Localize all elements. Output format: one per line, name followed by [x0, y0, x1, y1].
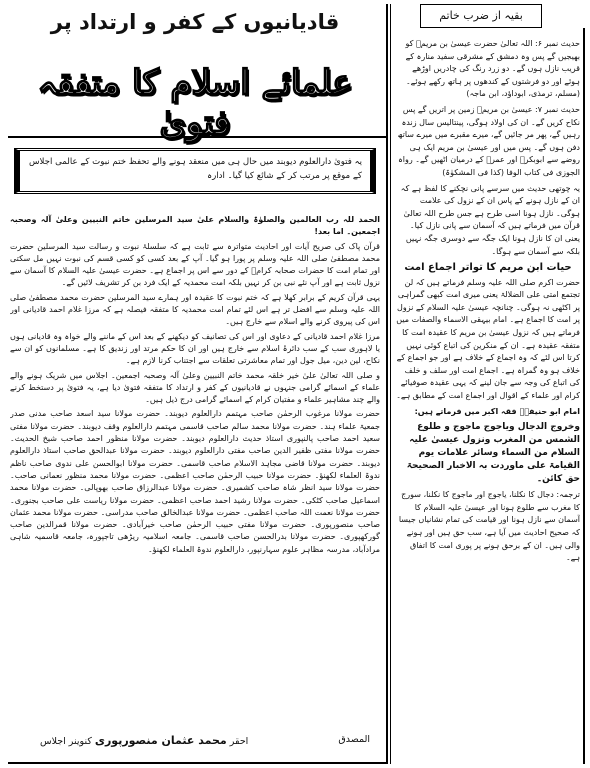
- hadith-6: حدیث نمبر ۶: اللہ تعالیٰ حضرت عیسیٰ بن مریمؑ کو بھیجیں گے پس وہ دمشق کے مشرقی سفید منارہ کے قریب نازل ہوں گے۔ دو زرد رنگ کی چادریں اوڑھے ہوئے اور دو فرشتوں کے کندھوں پر ہاتھ رکھے ہوئے۔ (مسلم، ترمذی، ابوداؤد، ابن ماجہ): [405, 39, 580, 99]
- bottom-rule: [8, 762, 386, 764]
- intro-box: یہ فتویٰ دارالعلوم دیوبند میں حال ہی میں منعقد ہونے والے تحفظ ختم نبوت کے عالمی اجلاس کے موقع پر مرتب کر کے شائع کیا گیا۔ ادارہ: [14, 148, 376, 194]
- right-border: [583, 28, 585, 764]
- right-column-body: [396, 38, 580, 762]
- translation: ترجمہ: دجال کا نکلنا، یاجوج اور ماجوج کا نکلنا، سورج کا مغرب سے طلوع ہونا اور عیسیٰ علیہ السلام کا آسمان سے نازل ہونا اور قیامت کی تمام نشانیاں جیسا کہ صحیح احادیث میں آیا ہے، سب حق ہیں اور ہونے والی ہیں۔ ان کے برحق ہونے پر پوری امت کا اتفاق ہے۔: [398, 490, 580, 563]
- column-divider-inner: [390, 4, 391, 764]
- signatory: [40, 734, 248, 747]
- imam-quote: وخروج الدجال ویاجوج ماجوج و طلوع الشمس من المغرب ونزول عیسیٰ علیہ السلام من السماء وسائر علامات یوم القیامۃ علی ماوردت بہ الاخبار الصحیحۃ حق کائن۔: [406, 422, 580, 485]
- body-paragraph: قرآن پاک کی صریح آیات اور احادیث متواترہ سے ثابت ہے کہ سلسلۂ نبوت و رسالت سید المرسلین حضرت محمد مصطفیٰ صلی اللہ علیہ وسلم پر پورا ہو گیا۔ آپ کے بعد کسی کو کسی قسم کی نبوت نہیں مل سکتی اور تمام امت کا حضرات صحابہ کرامؓ کے دور سے اس پر اجماع ہے۔ حضرت عیسیٰ علیہ السلام کا آسمان سے نزول ثابت ہے اور آپ نئے نبی بن کر نہیں بلکہ امت محمدیہ کے ایک فرد بن کر تشریف لائیں گے۔: [10, 241, 380, 288]
- fatwa-body: [10, 214, 380, 714]
- body-paragraph: حضرت مولانا مرغوب الرحمٰن صاحب مہتمم دارالعلوم دیوبند۔ حضرت مولانا سید اسعد صاحب مدنی صدر جمعیۃ علماء ہند۔ حضرت مولانا محمد سالم صاحب قاسمی مہتمم دارالعلوم وقف دیوبند۔ حضرت مولانا مفتی سعید احمد صاحب پالنپوری استاذ حدیث دارالعلوم دیوبند۔ حضرت مولانا منظور احمد صاحب شیخ الحدیث۔ حضرت مولانا مفتی ظفیر الدین صاحب مفتی دارالعلوم دیوبند۔ حضرت مولانا عبدالحق صاحب استاذ دارالعلوم دیوبند۔ حضرت مولانا قاضی مجاہد الاسلام صاحب قاسمی۔ حضرت مولانا ابوالحسن علی ندوی صاحب ناظم ندوۃ العلماء لکھنؤ۔ حضرت مولانا حبیب الرحمٰن صاحب اعظمی۔ حضرت مولانا محمد منظور نعمانی صاحب۔ حضرت مولانا سید انظر شاہ صاحب کشمیری۔ حضرت مولانا عبدالرزاق صاحب بھوپالی۔ حضرت مولانا محمد اسماعیل صاحب کٹکی۔ حضرت مولانا رشید احمد صاحب اعظمی۔ حضرت مولانا ریاست علی صاحب بجنوری۔ حضرت مولانا نعمت اللہ صاحب اعظمی۔ حضرت مولانا عبدالخالق صاحب مدراسی۔ حضرت مولانا محمد عثمان صاحب منصورپوری۔ حضرت مولانا مفتی حبیب الرحمٰن صاحب خیرآبادی۔ حضرت مولانا قمرالدین صاحب گورکھپوری۔ حضرت مولانا بدرالحسن صاحب قاسمی۔ جامعہ اسلامیہ ریڑھی تاجپورہ، جامعہ قاسمیہ شاہی مرادآباد، مدرسہ مظاہر علوم سہارنپور، دارالعلوم ندوۃ العلماء لکھنؤ۔: [10, 409, 380, 554]
- body-paragraph: الحمد للہ رب العالمین والصلوٰۃ والسلام علیٰ سید المرسلین خاتم النبیین وعلیٰ آلہ وصحبہ اجمعین۔ اما بعد!: [10, 215, 380, 237]
- headline-main: علمائے اسلام کا متفقہ فتویٰ: [37, 63, 353, 143]
- hadith-7: حدیث نمبر ۷: عیسیٰ بن مریمؑ زمین پر اتریں گے پس نکاح کریں گے۔ ان کی اولاد ہوگی، پینتالیس سال زندہ رہیں گے، پھر مر جائیں گے، میرے مقبرے میں میرے ساتھ دفن ہوں گے۔ پس میں اور عیسیٰ بن مریم ایک ہی روضے سے ابوبکرؓ اور عمرؓ کے درمیان اٹھیں گے۔ رواہ الجوزی فی کتاب الوفا (کذا فی المشکوٰۃ): [397, 104, 580, 177]
- imam-intro: امام ابو حنیفہؒ فقہ اکبر میں فرماتے ہیں:: [414, 406, 580, 416]
- signatory-name: محمد عثمان منصورپوری: [94, 734, 227, 747]
- headline-top: قادیانیوں کے کفر و ارتداد پر: [50, 10, 340, 34]
- signature-line: [40, 734, 370, 747]
- column-divider: [386, 4, 388, 764]
- section-title: حیات ابن مریم کا تواتر اجماع امت: [404, 262, 572, 274]
- body-paragraph: و صلی اللہ تعالیٰ علیٰ خیر خلقہ محمد خاتم النبیین وعلیٰ آلہ وصحبہ اجمعین۔ اجلاس میں شریک ہونے والے علماء کے اسمائے گرامی جنہوں نے قادیانیوں کے کفر و ارتداد کا متفقہ فتویٰ دیا ہے، یہ فتویٰ پر دستخط کرنے والے چند مشاہیر علماء و مفتیان کرام کے اسمائے گرامی درج ذیل ہیں۔: [10, 370, 380, 405]
- signatory-prefix: احقر: [229, 736, 249, 747]
- continuation-label: بقیہ از ضرب خاتم: [420, 4, 542, 28]
- section-body: حضرت اکرم صلی اللہ علیہ وسلم فرماتے ہیں کہ لن تجتمع امتی علی الضلالۃ یعنی میری امت کبھی گمراہی پر اکٹھی نہ ہوگی۔ چنانچہ عیسیٰ علیہ السلام کے نزول پر امت کا اجماع ہے۔ امام بیہقی الاسماء والصفات میں فرماتے ہیں کہ نزول عیسیٰ بن مریم کا عقیدہ امت کا متفقہ عقیدہ ہے۔ ان کے منکرین کی اتباع کوئی نہیں کرتا اس لئے کہ وہ اجماع کے خلاف ہے اور جو اجماع کے خلاف ہو وہ گمراہ ہے۔ اجماع امت اور سلف و خلف کی اتباع کی وجہ سے جان لینے کہ یہی عقیدہ صوفیائے کرام اور علماء کے اقوال اور اجماع امت کے مطابق ہے۔: [396, 277, 580, 401]
- body-paragraph: مرزا غلام احمد قادیانی کے دعاوی اور اس کی تصانیف کو دیکھنے کے بعد اس کے ماننے والے خواہ وہ قادیانی ہوں یا لاہوری سب کے سب دائرۂ اسلام سے خارج ہیں اور ان کا حکم مرتد اور زندیق کا ہے۔ مسلمانوں کو ان سے نکاح، لین دین، میل جول اور تمام معاشرتی تعلقات سے اجتناب کرنا لازم ہے۔: [10, 331, 380, 366]
- attestation-label: المصدق: [338, 734, 370, 745]
- body-paragraph: یہی قرآن کریم کے برابر کھلا ہے کہ ختم نبوت کا عقیدہ اور ہمارے سید المرسلین حضرت محمد مصطفیٰ صلی اللہ علیہ وسلم سے افضل تر ہے اس لئے تمام امت محمدیہ کا متفقہ فیصلہ ہے کہ مرزا غلام احمد قادیانی اور اس کی پیروی کرنے والے اسلام سے خارج ہیں۔: [10, 292, 380, 327]
- signatory-title: کنوینر اجلاس: [40, 736, 92, 747]
- hadith-note: یہ چوتھی حدیث میں سرسے پانی نچکنے کا لفظ ہے کہ ان کے نازل ہونے کے پاس ان کے نزول کی علامت ہوگی۔ نازل ہونا اسی طرح ہے جس طرح اللہ تعالیٰ قرآن میں فرماتے ہیں کہ آسمان سے پانی نازل کیا۔ یعنی ان کا نازل ہونا ایک جگہ سے دوسری جگہ نہیں بلکہ سے آسمان سے ہوگا۔: [400, 183, 580, 256]
